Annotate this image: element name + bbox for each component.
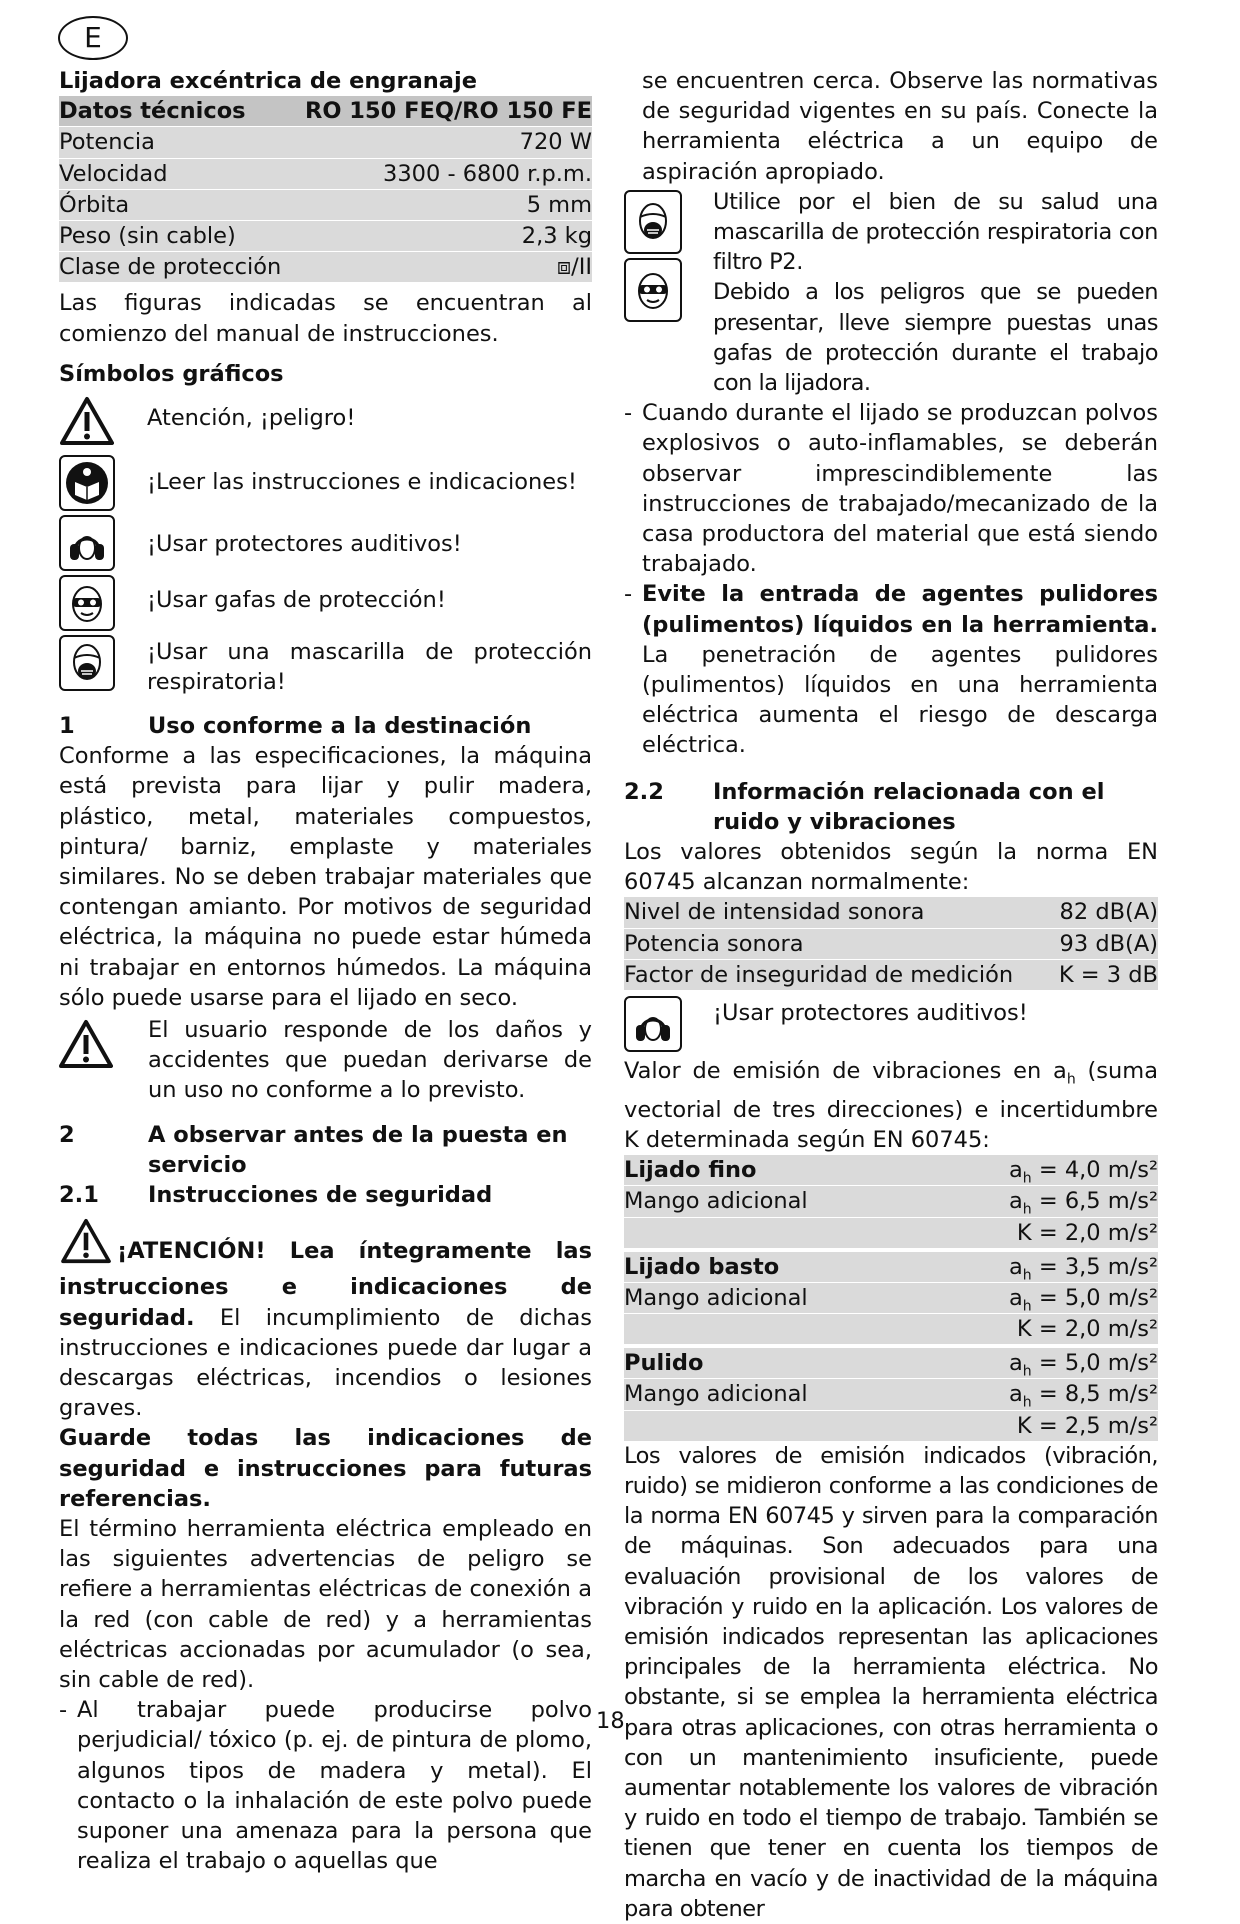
row-label: Mango adicional xyxy=(624,1188,808,1215)
section-2-1-heading xyxy=(59,1180,592,1210)
row-label: Órbita xyxy=(59,191,130,218)
respirator-icon xyxy=(624,190,682,254)
symbol-text: ¡Usar una mascarilla de protección respiratoria! xyxy=(147,638,592,696)
row-label: Nivel de intensidad sonora xyxy=(624,899,925,926)
row-value: 2,3 kg xyxy=(521,222,592,249)
goggles-icon xyxy=(624,258,682,322)
section-1-text: Conforme a las especificaciones, la máquina está prevista para lijar y pulir madera, plástico, metal, materiales compuestos, pintura/ barniz, emplaste y materiales similares. No se deben trabajar materiales que contengan amianto. Por motivos de seguridad eléctrica, la máquina no puede estar húmeda ni trabajar en entornos húmedos. La máquina sólo puede usarse para el lijado en seco. xyxy=(59,743,592,1011)
vibration-group xyxy=(624,1155,1158,1248)
attention-text: El incumplimiento de dichas instrucciones e indicaciones puede dar lugar a descargas eléctricas, incendios o lesiones graves. xyxy=(59,1304,592,1422)
ear-protection-icon xyxy=(59,515,115,571)
row-value: $a_h = 6,5$ m/s² xyxy=(1008,1188,1158,1218)
group-name: Lijado fino xyxy=(624,1157,757,1184)
ear-protection-row xyxy=(624,996,1158,1054)
section-number: 1 xyxy=(59,712,75,739)
table-row xyxy=(624,1348,1158,1378)
table-row xyxy=(624,1218,1158,1248)
row-value: K = 2,5 m/s² xyxy=(1016,1412,1158,1439)
warning-icon xyxy=(59,393,115,449)
intro-part: (suma vectorial de tres direcciones) e incertidumbre K determinada según EN 60745: xyxy=(624,1058,1158,1153)
row-value: $a_h = 5,0$ m/s² xyxy=(1008,1284,1158,1315)
section-number: 2 xyxy=(59,1121,75,1148)
safety-icons-block xyxy=(624,187,1158,398)
list-item: - Al trabajar puede producirse polvo perjudicial/ tóxico (p. ej. de pintura de plomo, algunos tipos de madera y metal). El contacto o la inhalación de este polvo puede suponer una amenaza para la persona que realiza el trabajo o aquellas que xyxy=(59,1695,592,1876)
goggles-icon xyxy=(59,575,115,631)
bullet-text xyxy=(642,579,1158,760)
section-title: Información relacionada con el ruido y vibraciones xyxy=(713,778,1105,835)
ear-protection-text: ¡Usar protectores auditivos! xyxy=(713,1000,1028,1027)
row-value: K = 2,0 m/s² xyxy=(1016,1316,1158,1343)
emission-text: Los valores de emisión indicados (vibración, ruido) se midieron conforme a las condiciones de la norma EN 60745 y sirven para la comparación de máquinas. Son adecuados para una evaluación provisional de los valores de vibración y ruido en la aplicación. Los valores de emisión indicados representan las aplicaciones principales de la herramienta eléctrica. No obstante, si se emplea la herramienta eléctrica para otras aplicaciones, con otras herramienta o con un mantenimiento insuficiente, puede aumentar notablemente los valores de vibración y ruido en todo el tiempo de trabajo. También se tienen que tener en cuenta los tiempos de marcha en vacío y de inactividad de la máquina para obtener xyxy=(624,1442,1158,1922)
table-row xyxy=(59,127,592,157)
vibration-intro xyxy=(624,1056,1158,1155)
section-number: 2.2 xyxy=(624,778,664,805)
table-row xyxy=(624,897,1158,927)
tech-header-row xyxy=(59,96,592,126)
keep-instructions: Guarde todas las indicaciones de seguridad e instrucciones para futuras referencias. xyxy=(59,1425,592,1512)
bullet-text: Al trabajar puede producirse polvo perjudicial/ tóxico (p. ej. de pintura de plomo, algunos tipos de madera y metal). El contacto o la inhalación de este polvo puede suponer una amenaza para la persona que realiza el trabajo o aquellas que xyxy=(77,1697,592,1875)
table-row xyxy=(624,1186,1158,1216)
row-label: Mango adicional xyxy=(624,1381,808,1408)
vibration-group xyxy=(624,1348,1158,1441)
table-row xyxy=(624,1411,1158,1441)
bullet-continuation: se encuentren cerca. Observe las normativas de seguridad vigentes en su país. Conecte la herramienta eléctrica a un equipo de aspiración apropiado. xyxy=(642,68,1158,185)
row-value: 720 W xyxy=(519,129,592,156)
safety-icons xyxy=(624,187,713,398)
symbol-text: ¡Usar protectores auditivos! xyxy=(147,530,462,557)
warning-icon xyxy=(59,1218,113,1272)
vibration-table xyxy=(624,1155,1158,1441)
row-value: $a_h = 5,0$ m/s² xyxy=(1008,1350,1158,1380)
row-value: 3300 - 6800 r.p.m. xyxy=(383,160,592,187)
symbol-text: ¡Usar gafas de protección! xyxy=(147,586,446,613)
mask-text: Utilice por el bien de su salud una mascarilla de protección respiratoria con filtro P2. xyxy=(713,188,1158,276)
row-value: K = 2,0 m/s² xyxy=(1016,1219,1158,1246)
list-item: - Evite la entrada de agentes pulidores (pulimentos) líquidos en la herramienta. La penetración de agentes pulidores (pulimentos) líquidos en una herramienta eléctrica aumenta el riesgo de descarga eléctrica. xyxy=(624,579,1158,760)
warning-icon xyxy=(59,1015,148,1106)
table-row xyxy=(624,1155,1158,1185)
intro-part: Valor de emisión de vibraciones en a xyxy=(624,1058,1067,1085)
table-row xyxy=(624,1314,1158,1344)
row-label: Mango adicional xyxy=(624,1284,808,1311)
symbol-row xyxy=(59,575,592,633)
symbols-heading: Símbolos gráficos xyxy=(59,360,284,387)
left-column xyxy=(59,66,592,1876)
section-1-warning xyxy=(59,1015,592,1106)
language-badge: E xyxy=(58,16,128,60)
row-value: 93 dB(A) xyxy=(1059,930,1158,957)
bullet-text: Cuando durante el lijado se produzcan polvos explosivos o auto-inflamables, se deberán observar imprescindiblemente las instrucciones de trabajado/mecanizado de la casa productora del material que está siendo trabajado. xyxy=(642,400,1158,578)
noise-intro: Los valores obtenidos según la norma EN 60745 alcanzan normalmente: xyxy=(624,839,1158,896)
attention-paragraph xyxy=(59,1218,592,1423)
figures-note: Las figuras indicadas se encuentran al comienzo del manual de instrucciones. xyxy=(59,290,592,347)
goggles-text: Debido a los peligros que se pueden presentar, lleve siempre puestas unas gafas de protección durante el trabajo con la lijadora. xyxy=(713,279,1158,397)
intro-sub: h xyxy=(1066,1071,1076,1088)
table-row xyxy=(624,1379,1158,1409)
symbol-row xyxy=(59,635,592,699)
protection-class-value: ⧈/II xyxy=(556,254,592,281)
group-name: Lijado basto xyxy=(624,1253,780,1280)
right-column xyxy=(624,66,1158,1924)
section-2-heading xyxy=(59,1120,592,1180)
row-value: $a_h = 4,0$ m/s² xyxy=(1008,1157,1158,1187)
product-title: Lijadora excéntrica de engranaje xyxy=(59,68,477,94)
vibration-group xyxy=(624,1252,1158,1345)
row-value: 5 mm xyxy=(526,191,592,218)
safety-icons-text xyxy=(713,187,1158,398)
symbol-text: ¡Leer las instrucciones e indicaciones! xyxy=(147,468,577,495)
symbols-list xyxy=(59,393,592,699)
symbol-text: Atención, ¡peligro! xyxy=(147,404,356,431)
section-title: A observar antes de la puesta en servicio xyxy=(148,1121,568,1178)
row-label: Potencia xyxy=(59,129,155,156)
tech-header-model: RO 150 FEQ/RO 150 FE xyxy=(305,98,592,125)
table-row xyxy=(59,252,592,282)
tech-data-table xyxy=(59,96,592,282)
table-row xyxy=(59,221,592,251)
bullet-bold: Evite la entrada de agentes pulidores (pulimentos) líquidos en la herramienta. xyxy=(642,581,1158,638)
table-row xyxy=(624,1252,1158,1282)
table-row xyxy=(624,1283,1158,1313)
row-label: Peso (sin cable) xyxy=(59,222,236,249)
ear-protection-icon xyxy=(624,996,682,1052)
respirator-icon xyxy=(59,635,115,691)
section-title: Instrucciones de seguridad xyxy=(148,1181,493,1208)
warning-text: El usuario responde de los daños y accidentes que puedan derivarse de un uso no conforme a lo previsto. xyxy=(148,1016,592,1104)
table-row xyxy=(624,960,1158,990)
section-2-2-heading xyxy=(624,777,1158,837)
section-number: 2.1 xyxy=(59,1181,99,1208)
symbol-row xyxy=(59,455,592,513)
row-value: $a_h = 3,5$ m/s² xyxy=(1008,1253,1158,1284)
attention-bold: ¡ATENCIÓN! Lea íntegramente las instrucciones e indicaciones de seguridad. xyxy=(59,1238,592,1331)
tech-header-label: Datos técnicos xyxy=(59,98,246,125)
row-value: 82 dB(A) xyxy=(1059,899,1158,926)
section-1-heading xyxy=(59,711,592,741)
row-value: $a_h = 8,5$ m/s² xyxy=(1008,1381,1158,1411)
symbol-row xyxy=(59,393,592,453)
manual-icon xyxy=(59,455,115,511)
group-name: Pulido xyxy=(624,1350,704,1377)
term-definition: El término herramienta eléctrica empleado en las siguientes advertencias de peligro se refiere a herramientas eléctricas de conexión a la red (con cable de red) y a herramientas eléctricas accionadas por acumulador (o sea, sin cable de red). xyxy=(59,1516,592,1694)
row-label: Velocidad xyxy=(59,160,168,187)
table-row xyxy=(59,159,592,189)
row-label: Clase de protección xyxy=(59,254,282,281)
section-title: Uso conforme a la destinación xyxy=(148,712,532,739)
table-row xyxy=(624,929,1158,959)
row-value: K = 3 dB xyxy=(1058,961,1158,988)
row-label: Factor de inseguridad de medición xyxy=(624,961,1014,988)
list-item: - Cuando durante el lijado se produzcan polvos explosivos o auto-inflamables, se deberán observar imprescindiblemente las instrucciones de trabajado/mecanizado de la casa productora del material que está siendo trabajado. xyxy=(624,398,1158,579)
symbol-row xyxy=(59,515,592,573)
page-number: 18 xyxy=(596,1708,625,1734)
noise-table xyxy=(624,897,1158,990)
bullet-regular: La penetración de agentes pulidores (pulimentos) líquidos en una herramienta eléctrica aumenta el riesgo de descarga eléctrica. xyxy=(642,641,1158,759)
table-row xyxy=(59,190,592,220)
row-label: Potencia sonora xyxy=(624,930,804,957)
